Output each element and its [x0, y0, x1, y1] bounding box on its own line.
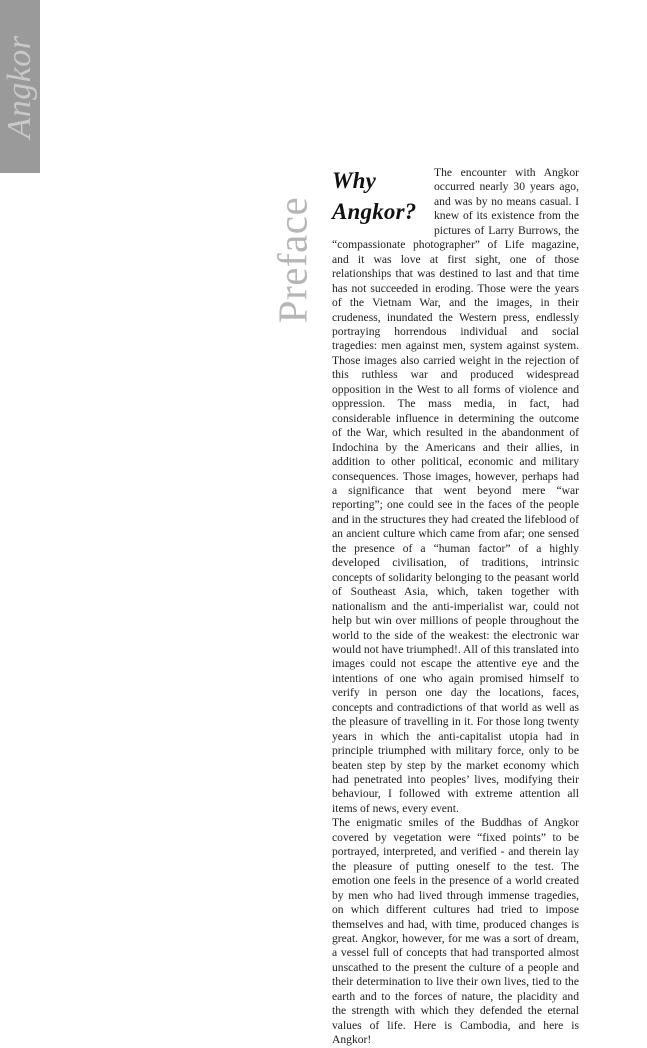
- page-title-line-1: Why: [332, 168, 377, 193]
- article-body: [332, 166, 579, 1048]
- article-paragraph: The encounter with Angkor occurred nearly 30 years ago, and was by no means casual. I knew of its existence from the pictures of Larry Burrows, the “compassionate photographer” of Life magazine, and it was love at first sight, one of those relationships that was destined to last and that time has not succeeded in eroding. Those were the years of the Vietnam War, and the images, in their crudeness, inundated the Western press, endlessly portraying horrendous individual and social tragedies: men against men, system against system. Those images also carried weight in the rejection of this ruthless war and produced widespread opposition in the West to all forms of violence and oppression. The mass media, in fact, had considerable influence in determining the outcome of the War, which resulted in the abandonment of Indochina by the Americans and their allies, in addition to other political, economic and military consequences. Those images, however, perhaps had a significance that went beyond mere “war reporting”; one could see in the faces of the people and in the structures they had created the lifeblood of an ancient culture which came from afar; one sensed the presence of a “human factor” of a highly developed civilisation, of traditions, intrinsic concepts of solidarity belonging to the peasant world of Southeast Asia, which, taken together with nationalism and the anti-imperialist war, could not help but win over millions of people throughout the world to the side of the weakest: the electronic war would not have triumphed!. All of this translated into images could not escape the attentive eye and the intentions of one who again promised himself to verify in person one day the locations, faces, concepts and contradictions of that world as well as the pleasure of travelling in it. For those long twenty years in which the anti-capitalist utopia had in principle triumphed with military force, only to be beaten step by step by the market economy which had penetrated into peoples’ lives, modifying their behaviour, I followed with extreme attention all items of news, every event.: [332, 166, 579, 815]
- book-title-tab: [0, 0, 40, 173]
- book-title-label: Angkor: [1, 34, 38, 139]
- section-marker-label: Preface: [269, 196, 316, 324]
- page-title: [332, 166, 434, 227]
- article-paragraph: The enigmatic smiles of the Buddhas of Angkor covered by vegetation were “fixed points” to be portrayed, interpreted, and verified - and therein lay the pleasure of putting oneself to the test. The emotion one feels in the presence of a world created by men who had lived through immense tragedies, on which different cultures had tried to impose themselves and had, with time, produced changes is great. Angkor, however, for me was a sort of dream, a vessel full of concepts that had transported almost unscathed to the present the culture of a people and their determination to live their own lives, tied to the earth and to the forces of nature, the placidity and the strength with which they defended the eternal values of life. Here is Cambodia, and here is Angkor!: [332, 816, 579, 1047]
- section-marker: [262, 150, 324, 370]
- preface-article: [332, 166, 579, 1048]
- page-title-line-2: Angkor?: [332, 198, 417, 224]
